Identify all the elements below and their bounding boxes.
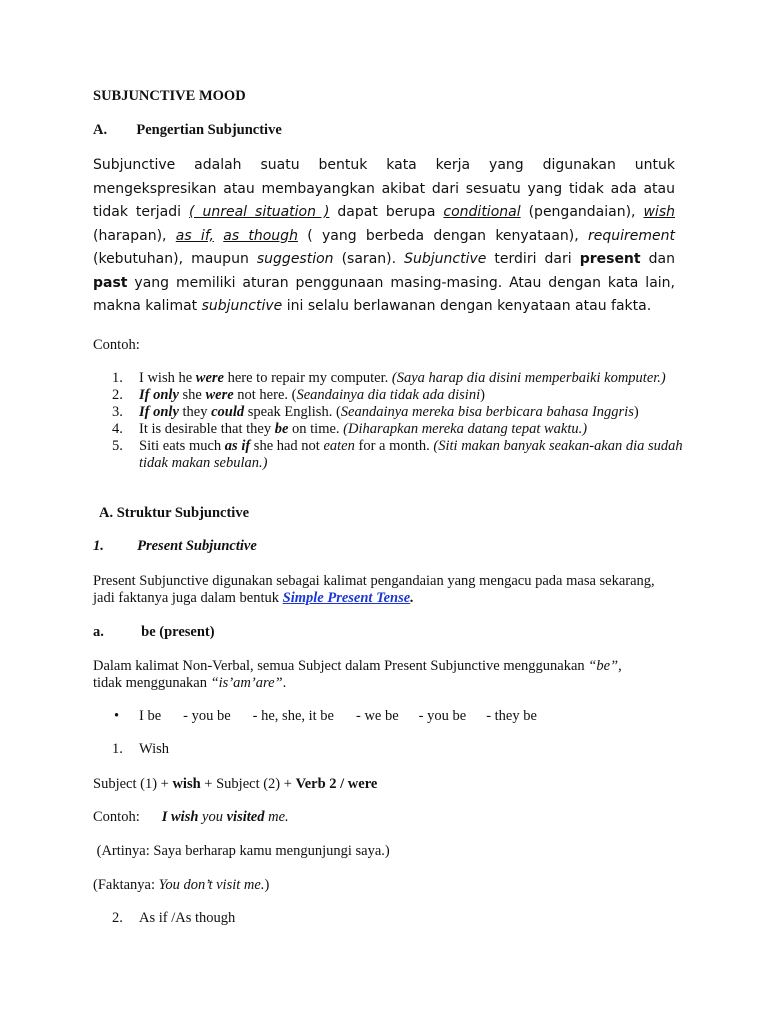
section-heading-pengertian: [93, 122, 675, 139]
nonverbal-line-2: [93, 675, 675, 692]
text-span: .: [410, 590, 414, 606]
intro-line-4: [93, 225, 675, 249]
text-span: here to repair my computer.: [223, 370, 392, 386]
translation-text: Seandainya dia tidak ada disini: [296, 387, 481, 403]
bullet-icon: •: [114, 708, 120, 724]
contoh-label: Contoh:: [93, 809, 140, 825]
text-span: for a month.: [354, 438, 434, 454]
section-title: Pengertian Subjunctive: [136, 122, 282, 138]
text-span: Verb 2 / were: [295, 776, 378, 792]
present-paragraph: [93, 573, 675, 607]
text-span: If only: [139, 404, 179, 420]
text-span: Dalam kalimat Non-Verbal, semua Subject dalam Present Subjunctive menggunakan: [93, 658, 589, 674]
list-number: 2.: [112, 910, 123, 926]
text-span: she: [178, 387, 206, 403]
text-span: + Subject (2) +: [200, 776, 296, 792]
text-span: I wish he: [139, 370, 196, 386]
text-span: they: [178, 404, 212, 420]
conditional-term: conditional: [443, 204, 521, 220]
past-term: past: [93, 274, 128, 291]
text-span: [214, 228, 223, 244]
artinya-text: (Artinya: Saya berharap kamu mengunjungi saya.): [93, 843, 390, 859]
list-number: 5.: [112, 438, 123, 454]
wish-list: [108, 741, 688, 758]
intro-paragraph: [93, 154, 675, 319]
text-span: ,: [618, 658, 622, 674]
as-if-list: [108, 910, 688, 927]
subjunctive-term: subjunctive: [201, 298, 283, 314]
intro-line-6: [93, 272, 675, 296]
text-span: dapat berupa: [329, 204, 444, 220]
text-span: (Faktanya:: [93, 877, 159, 893]
subsection-marker: a.: [93, 624, 104, 640]
text-span: could: [211, 404, 245, 420]
as-if-term: as if,: [175, 227, 214, 244]
intro-line-5: [93, 248, 675, 272]
text-span: tidak terjadi: [93, 204, 190, 220]
text-span: .: [282, 675, 287, 691]
intro-line-7: [93, 295, 675, 319]
text-span: (harapan),: [93, 227, 176, 244]
subsection-title: Present Subjunctive: [137, 538, 257, 554]
wish-example: [93, 809, 675, 826]
intro-line-1: Subjunctive adalah suatu bentuk kata kerja yang digunakan untuk: [93, 157, 675, 173]
text-span: she had not: [250, 438, 324, 454]
list-label: Wish: [139, 741, 170, 757]
pronoun-item: - they be: [486, 708, 537, 724]
text-span: You don’t visit me.: [158, 877, 265, 893]
list-item: [108, 421, 688, 438]
text-span: (kebutuhan), maupun: [93, 251, 257, 267]
list-label: As if /As though: [139, 910, 236, 926]
contoh-label: Contoh:: [93, 337, 140, 353]
faktanya-text: [93, 877, 675, 894]
text-span: makna kalimat: [93, 298, 202, 314]
text-span: ): [264, 877, 270, 893]
translation-text: (Diharapkan mereka datang tepat waktu.): [343, 421, 588, 437]
text-span: be: [274, 421, 289, 437]
nonverbal-line-1: [93, 658, 675, 675]
text-span: as if: [224, 438, 251, 454]
text-span: (saran).: [333, 251, 405, 267]
text-span: ): [633, 404, 639, 420]
list-item: [108, 404, 688, 421]
pronoun-item: - you be: [183, 708, 231, 724]
text-span: on time.: [288, 421, 344, 437]
list-number: 3.: [112, 404, 123, 420]
text-span: I wish: [161, 809, 199, 825]
text-span: “be”: [588, 658, 619, 674]
requirement-term: requirement: [588, 227, 676, 244]
section-heading-struktur: A. Struktur Subjunctive: [99, 505, 249, 521]
as-though-term: as though: [223, 227, 298, 244]
nonverbal-paragraph: [93, 658, 675, 692]
section-marker: A.: [93, 122, 108, 138]
text-span: you: [198, 809, 227, 825]
simple-present-tense-link[interactable]: Simple Present Tense: [282, 590, 411, 606]
suggestion-term: suggestion: [256, 251, 334, 267]
intro-line-2: mengekspresikan atau membayangkan akibat dari sesuatu yang tidak ada atau: [93, 180, 675, 197]
list-number: 1.: [112, 370, 123, 386]
text-span: “is’am’are”: [210, 675, 283, 691]
example-list: [108, 370, 688, 472]
text-span: dan: [640, 251, 675, 267]
text-span: ini selalu berlawanan dengan kenyataan atau fakta.: [282, 298, 652, 314]
list-item: [108, 387, 688, 404]
translation-text: (Siti makan banyak seakan-akan dia sudah tidak makan sebulan.): [139, 438, 683, 471]
text-span: (pengandaian),: [520, 204, 644, 220]
text-span: terdiri dari: [486, 251, 580, 267]
wish-formula: [93, 776, 675, 793]
text-span: eaten: [323, 438, 355, 454]
text-span: It is desirable that they: [139, 421, 275, 437]
subsection-heading-present: [93, 538, 675, 555]
text-span: Siti eats much: [139, 438, 225, 454]
text-span: ): [480, 387, 485, 403]
list-item: [108, 370, 688, 387]
unreal-situation-term: ( unreal situation ): [189, 204, 330, 220]
text-span: yang memiliki aturan penggunaan masing-masing. Atau dengan kata lain,: [127, 274, 675, 291]
list-item: [108, 910, 688, 927]
translation-text: Seandainya mereka bisa berbicara bahasa Inggris: [340, 404, 634, 420]
list-item: [108, 438, 688, 472]
text-span: visited: [226, 809, 265, 825]
intro-line-3: [93, 201, 675, 225]
text-span: If only: [139, 387, 179, 403]
wish-term: wish: [643, 204, 675, 220]
subsection-marker: 1.: [93, 538, 104, 554]
pronoun-item: - you be: [418, 708, 467, 724]
list-number: 4.: [112, 421, 123, 437]
list-number: 2.: [112, 387, 123, 403]
text-span: me.: [264, 809, 289, 825]
text-span: wish: [172, 776, 201, 792]
text-span: speak English. (: [244, 404, 341, 420]
text-span: were: [195, 370, 224, 386]
text-span: Subject (1) +: [93, 776, 173, 792]
subsection-heading-be: [93, 624, 675, 641]
text-span: were: [205, 387, 234, 403]
subjunctive-term: Subjunctive: [404, 251, 487, 267]
text-span: not here. (: [233, 387, 297, 403]
list-item: [108, 741, 688, 758]
document-title: SUBJUNCTIVE MOOD: [93, 88, 246, 104]
subsection-title: be (present): [141, 624, 215, 640]
text-span: ( yang berbeda dengan kenyataan),: [297, 227, 588, 244]
pronoun-item: I be: [139, 708, 162, 724]
text-span: Present Subjunctive digunakan sebagai kalimat pengandaian yang mengacu pada masa sekarang, jadi faktanya juga dalam bentuk: [93, 573, 655, 606]
translation-text: (Saya harap dia disini memperbaiki komputer.): [391, 370, 666, 386]
pronoun-bullet-list: [108, 708, 537, 725]
list-number: 1.: [112, 741, 123, 757]
pronoun-item: - he, she, it be: [252, 708, 334, 724]
text-span: tidak menggunakan: [93, 675, 211, 691]
present-term: present: [579, 251, 641, 267]
pronoun-item: - we be: [356, 708, 399, 724]
